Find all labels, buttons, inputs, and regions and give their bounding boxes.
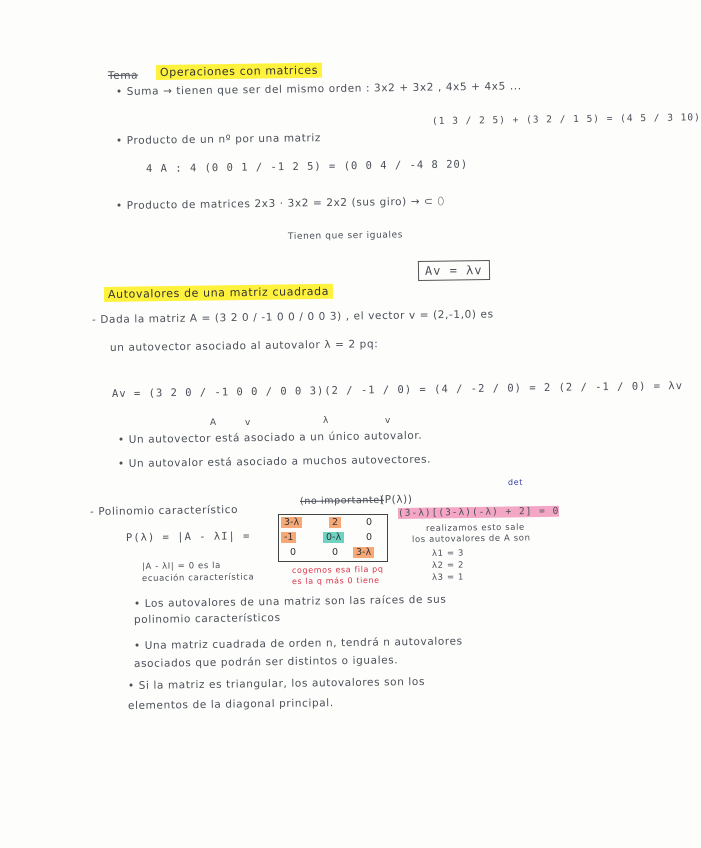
suma-example: (1 3 / 2 5) + (3 2 / 1 5) = (4 5 / 3 10) (431, 112, 701, 127)
bullet-autovalor: • Un autovalor está asociado a muchos autovectores. (117, 453, 432, 470)
no-importante: (no importante) (299, 494, 385, 507)
cell-r2c3: 0 (366, 532, 373, 543)
polinomio-title: - Polinomio característico (89, 503, 239, 518)
bullet-raices-1: • Los autovalores de una matriz son las raíces de sus (133, 593, 447, 610)
producto-num-line: • Producto de un nº por una matriz (115, 132, 322, 147)
bullet-triangular-2: elementos de la diagonal principal. (127, 697, 334, 712)
p-lambda: (P(λ)) (379, 493, 413, 506)
cogemos-note-1: cogemos esa fila pq (291, 564, 384, 575)
ecuacion-note-2: ecuación característica (141, 572, 255, 584)
dada-line-1: - Dada la matriz A = (3 2 0 / -1 0 0 / 0 0 3) , el vector v = (2,-1,0) es (91, 308, 494, 326)
cogemos-note-2: es la q más 0 tiene (291, 575, 380, 586)
producto-num-example: 4 A : 4 (0 0 1 / -1 2 5) = (0 0 4 / -4 8 20) (145, 158, 469, 175)
p-lambda-formula: P(λ) = |A - λI| = (125, 530, 251, 544)
eq-result: (3-λ)[(3-λ)(-λ) + 2] = 0 (397, 505, 560, 519)
realizamos-note: realizamos esto sale (425, 522, 525, 534)
autovalor-formula: Av = λv (418, 263, 490, 278)
suma-line: • Suma → tienen que ser del mismo orden : 3x2 + 3x2 , 4x5 + 4x5 ... (115, 80, 522, 98)
label-A: A (209, 417, 217, 428)
ecuacion-note-1: |A - λI| = 0 es la (141, 560, 221, 572)
cell-r3c3: 3-λ (353, 547, 374, 558)
bullet-autovector: • Un autovector está asociado a un único autovalor. (117, 429, 423, 446)
cell-r3c2: 0 (332, 547, 339, 558)
bullet-cuadrada-1: • Una matriz cuadrada de orden n, tendrá n autovalores (133, 635, 463, 652)
producto-mat-line: • Producto de matrices 2x3 · 3x2 = 2x2 (sus giro) → ⊂ ⬯ (115, 195, 445, 212)
det-label: det (507, 477, 523, 487)
section-title-operaciones: Operaciones con matrices (156, 64, 322, 79)
cell-r2c2: 0-λ (323, 532, 344, 543)
label-v2: v (384, 415, 392, 426)
label-lambda: λ (322, 415, 330, 426)
autovalores-de-A-note: los autovalores de A son (411, 533, 531, 545)
lambda-matrix (278, 514, 388, 562)
cell-r2c1: -1 (281, 532, 296, 543)
bullet-raices-2: polinomio característicos (133, 611, 281, 626)
lambda2: λ2 = 2 (431, 560, 465, 571)
cell-r3c1: 0 (290, 547, 297, 558)
bullet-cuadrada-2: asociados que podrán ser distintos o iguales. (133, 654, 399, 670)
lambda1: λ1 = 3 (431, 548, 465, 559)
bullet-triangular-1: • Si la matriz es triangular, los autovalores son los (127, 675, 426, 692)
label-v: v (244, 417, 252, 428)
section-title-autovalores: Autovalores de una matriz cuadrada (104, 285, 333, 301)
tienen-note: Tienen que ser iguales (287, 230, 404, 242)
cell-r1c3: 0 (366, 517, 373, 528)
cell-r1c2: 2 (329, 517, 341, 528)
av-equation: Av = (3 2 0 / -1 0 0 / 0 0 3)(2 / -1 / 0) = (4 / -2 / 0) = 2 (2 / -1 / 0) = λv (111, 380, 684, 400)
cell-r1c1: 3-λ (281, 517, 302, 528)
dada-line-2: un autovector asociado al autovalor λ = 2 pq: (109, 338, 379, 354)
strike-word: Tema (107, 69, 139, 82)
lambda3: λ3 = 1 (431, 572, 465, 583)
